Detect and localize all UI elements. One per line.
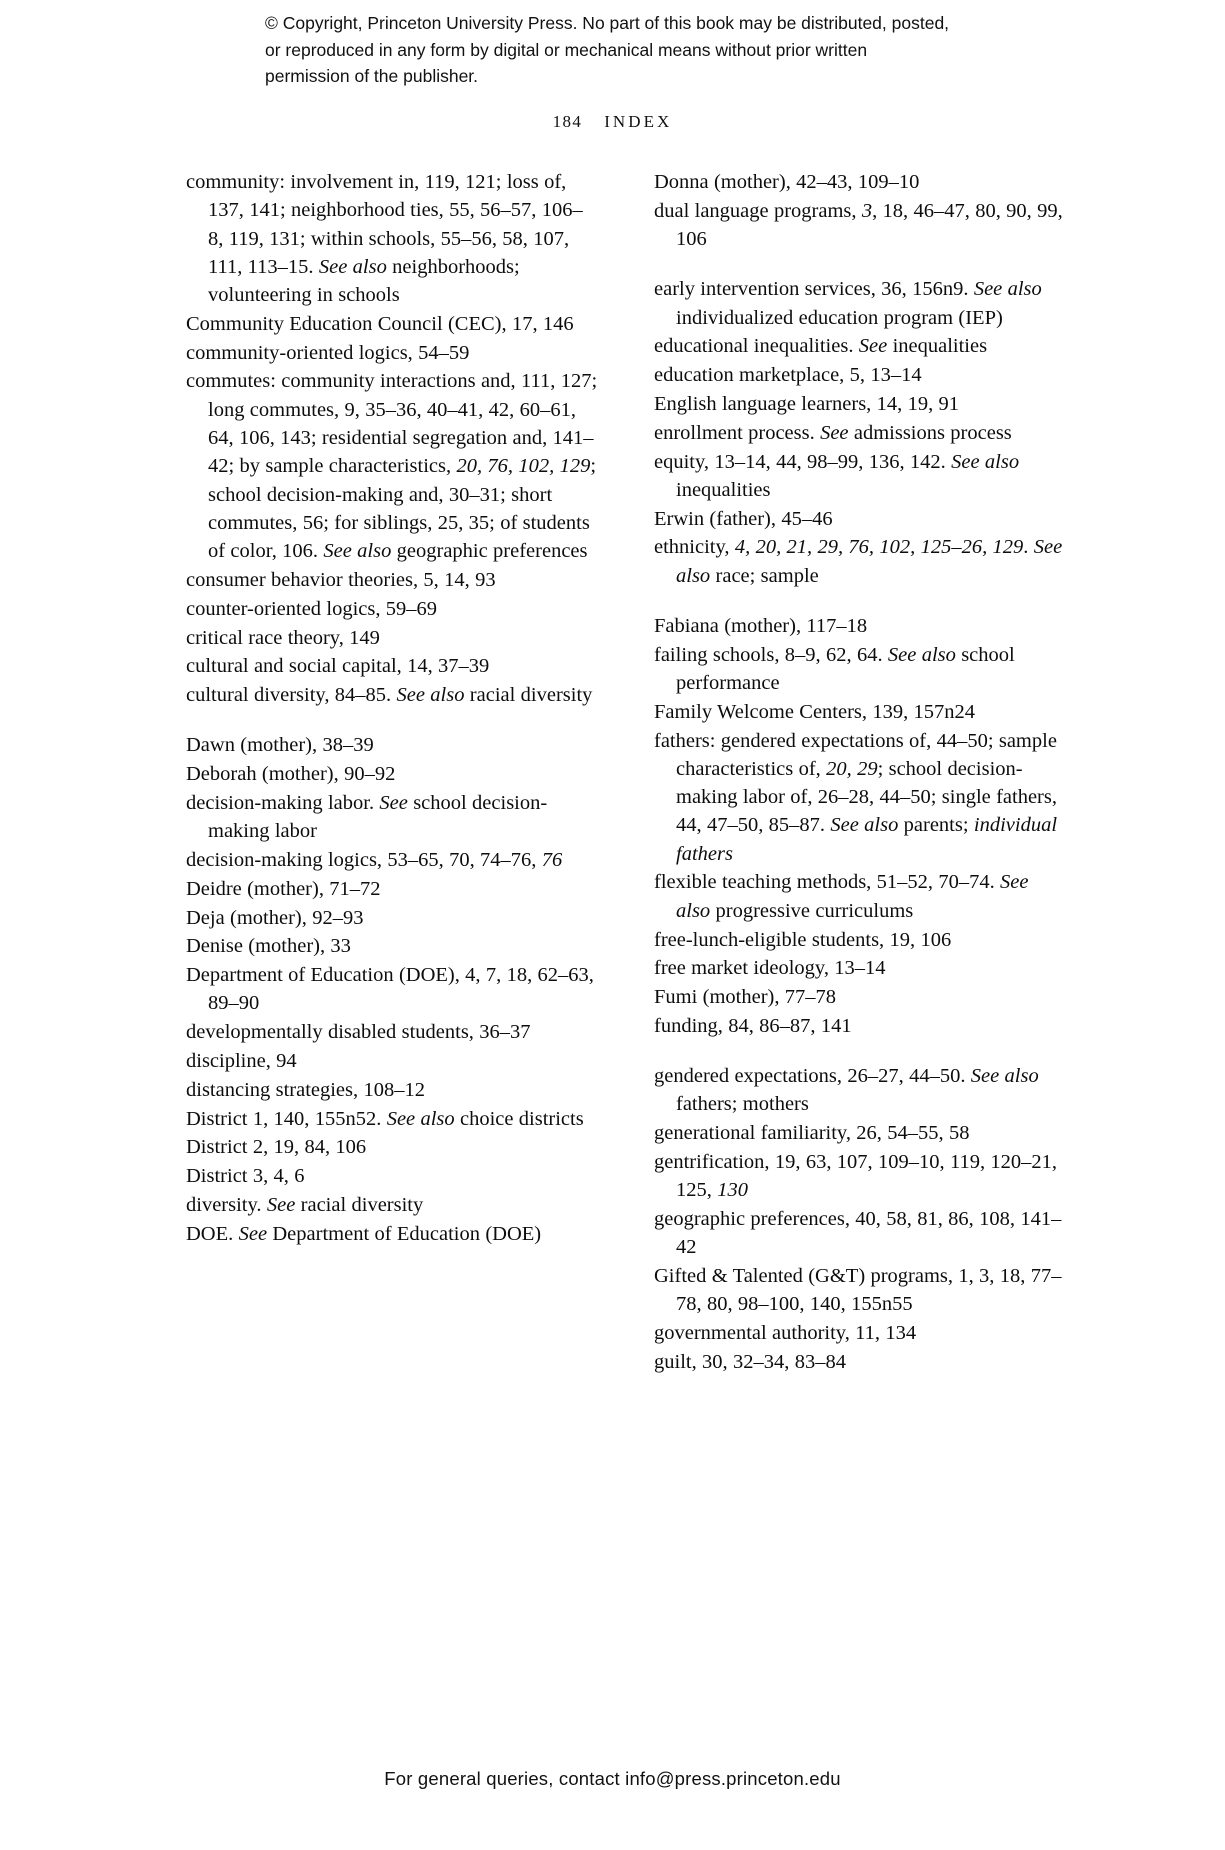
running-head-label: INDEX [604,112,673,131]
index-entry: Erwin (father), 45–46 [654,507,833,530]
index-entry: District 1, 140, 155n52. See also choice districts [186,1107,584,1130]
index-entry: Family Welcome Centers, 139, 157n24 [654,700,976,723]
index-entry: dual language programs, 3, 18, 46–47, 80, 90, 99, 106 [654,199,1063,251]
index-entry: commutes: community interactions and, 111, 127; long commutes, 9, 35–36, 40–41, 42, 60–61, 64, 106, 143; residential segregation and, 141–42; by sample characteristics, 20, 76, 102, 129; school decision-making and, 30–31; short commutes, 56; for siblings, 25, 35; of students of color, 106. See also geographic preferences [186,370,598,563]
index-entry: cultural diversity, 84–85. See also racial diversity [186,684,593,707]
index-entry: guilt, 30, 32–34, 83–84 [654,1350,846,1373]
index-entry: generational familiarity, 26, 54–55, 58 [654,1122,970,1145]
index-entry: decision-making logics, 53–65, 70, 74–76, 76 [186,848,563,871]
index-entry: education marketplace, 5, 13–14 [654,364,922,387]
index-entry: DOE. See Department of Education (DOE) [186,1222,542,1245]
index-entry: developmentally disabled students, 36–37 [186,1021,531,1044]
index-entry: District 3, 4, 6 [186,1165,305,1188]
index-entry: diversity. See racial diversity [186,1193,424,1216]
copyright-notice: © Copyright, Princeton University Press. No part of this book may be distributed, posted, or reproduced in any form by digital or mechanical means without prior written permission of the publisher. [265,13,950,87]
index-entry: English language learners, 14, 19, 91 [654,392,960,415]
index-entry: Deidre (mother), 71–72 [186,877,381,900]
index-entry: Deborah (mother), 90–92 [186,763,396,786]
index-entry: fathers: gendered expectations of, 44–50; sample characteristics of, 20, 29; school decision-making labor of, 26–28, 44–50; single fathers, 44, 47–50, 85–87. See also parents; individual fathers [654,729,1058,865]
index-entry: community-oriented logics, 54–59 [186,341,470,364]
index-entry: early intervention services, 36, 156n9. See also individualized education program (IEP) [654,278,1042,329]
index-body [186,168,1066,1377]
index-entry: ethnicity, 4, 20, 21, 29, 76, 102, 125–26, 129. See also race; sample [654,536,1063,587]
index-entry: distancing strategies, 108–12 [186,1078,425,1101]
index-entry: Fabiana (mother), 117–18 [654,614,868,637]
page-number: 184 [552,112,583,131]
index-column-right [654,168,1066,1377]
index-entry: free market ideology, 13–14 [654,957,886,980]
index-entry: enrollment process. See admissions process [654,421,1012,444]
index-entry: equity, 13–14, 44, 98–99, 136, 142. See also inequalities [654,450,1020,501]
index-entry: cultural and social capital, 14, 37–39 [186,655,490,678]
index-entry: funding, 84, 86–87, 141 [654,1014,852,1037]
page-header [0,112,1225,132]
index-column-left [186,168,598,1377]
index-entry: educational inequalities. See inequalities [654,335,988,358]
index-entry: decision-making labor. See school decision-making labor [186,791,548,843]
index-entry: Community Education Council (CEC), 17, 146 [186,312,574,335]
index-entry: discipline, 94 [186,1049,297,1072]
index-entry: gentrification, 19, 63, 107, 109–10, 119, 120–21, 125, 130 [654,1151,1058,1202]
index-entry: counter-oriented logics, 59–69 [186,597,438,620]
footer-queries-note: For general queries, contact info@press.princeton.edu [384,1768,841,1789]
index-entry: Fumi (mother), 77–78 [654,986,837,1009]
index-entry: Gifted & Talented (G&T) programs, 1, 3, 18, 77–78, 80, 98–100, 140, 155n55 [654,1265,1062,1316]
index-entry: Donna (mother), 42–43, 109–10 [654,171,920,193]
index-entry: Deja (mother), 92–93 [186,906,364,929]
index-entry: critical race theory, 149 [186,626,380,649]
index-entry: governmental authority, 11, 134 [654,1322,917,1345]
index-entry: Dawn (mother), 38–39 [186,734,374,757]
index-entry: gendered expectations, 26–27, 44–50. See also fathers; mothers [654,1065,1039,1116]
index-entry: free-lunch-eligible students, 19, 106 [654,928,952,951]
index-entry: Denise (mother), 33 [186,935,351,958]
index-entry: flexible teaching methods, 51–52, 70–74. See also progressive curriculums [654,871,1029,922]
index-entry: failing schools, 8–9, 62, 64. See also school performance [654,643,1015,694]
index-entry: community: involvement in, 119, 121; loss of, 137, 141; neighborhood ties, 55, 56–57, 106–8, 119, 131; within schools, 55–56, 58, 107, 111, 113–15. See also neighborhoods; volunteering in schools [186,171,583,307]
index-entry: geographic preferences, 40, 58, 81, 86, 108, 141–42 [654,1208,1062,1259]
index-entry: consumer behavior theories, 5, 14, 93 [186,568,496,591]
index-entry: District 2, 19, 84, 106 [186,1136,367,1159]
index-entry: Department of Education (DOE), 4, 7, 18, 62–63, 89–90 [186,964,594,1015]
